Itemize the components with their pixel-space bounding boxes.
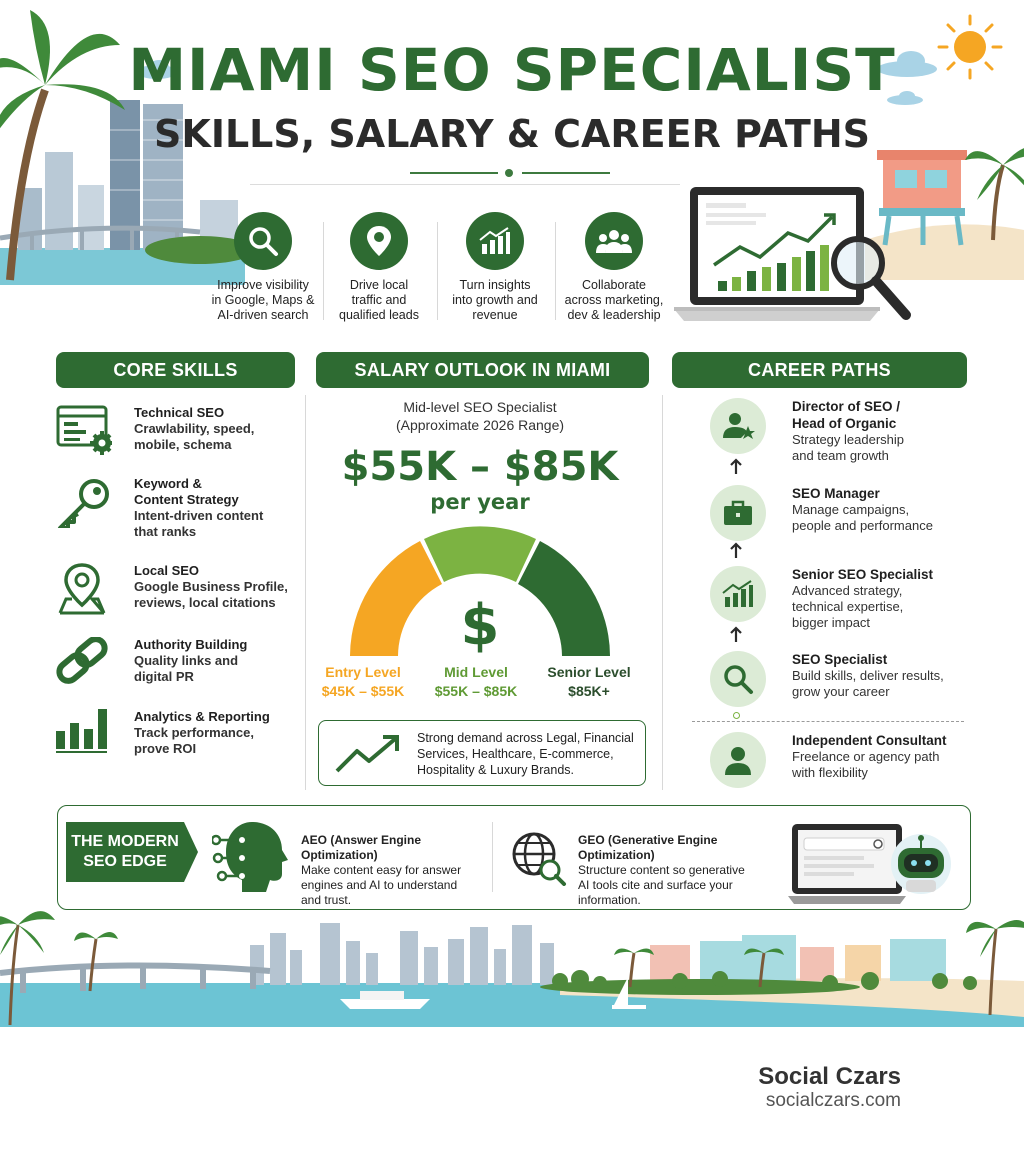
globe-search-icon xyxy=(510,830,568,886)
dollar-symbol: $ xyxy=(460,593,500,658)
career-seo-manager xyxy=(706,485,986,545)
modern-edge-title: THE MODERN SEO EDGE xyxy=(71,833,179,870)
up-arrow-icon xyxy=(729,626,743,644)
salary-level-senior: Senior Level $85K+ xyxy=(547,664,631,699)
title-divider xyxy=(410,172,610,174)
salary-level-mid: Mid Level $55K – $85K xyxy=(434,664,518,699)
career-title: Director of SEO / Head of Organic Strategy leadership and team growth xyxy=(792,399,905,463)
career-paths-heading: CAREER PATHS xyxy=(672,352,967,388)
bar-chart-icon xyxy=(56,709,112,761)
browser-gear-icon xyxy=(56,405,112,457)
briefcase-icon xyxy=(710,485,766,541)
career-title: SEO Manager Manage campaigns, people and performance xyxy=(792,486,933,533)
career-seo-specialist xyxy=(706,651,986,711)
key-icon xyxy=(56,476,112,528)
core-skills-heading: CORE SKILLS xyxy=(56,352,295,388)
skill-title: Technical SEO Crawlability, speed, mobile, schema xyxy=(134,405,255,452)
career-title: Independent Consultant Freelance or agency path with flexibility xyxy=(792,733,947,780)
salary-heading: SALARY OUTLOOK IN MIAMI xyxy=(316,352,649,388)
ai-head-circuit-icon xyxy=(212,818,292,894)
skill-analytics-reporting xyxy=(56,709,296,773)
skill-title: Keyword & Content Strategy Intent-driven content that ranks xyxy=(134,476,264,539)
map-pin-icon xyxy=(56,563,112,615)
skill-title: Authority Building Quality links and digital PR xyxy=(134,637,248,684)
skill-authority-building xyxy=(56,637,296,701)
column-divider xyxy=(662,395,663,790)
map-pin-icon xyxy=(350,212,408,270)
benefit-text: Improve visibility in Google, Maps & AI-driven search xyxy=(211,278,315,322)
benefit-text: Drive local traffic and qualified leads xyxy=(339,278,419,322)
miami-waterfront-illustration xyxy=(0,895,1024,1027)
geo-block: GEO (Generative Engine Optimization) Structure content so generative AI tools cite and surface your information. xyxy=(578,833,745,907)
trend-up-arrow-icon xyxy=(333,733,403,775)
column-divider xyxy=(305,395,306,790)
salary-gauge xyxy=(340,524,620,664)
salary-range-note: (Approximate 2026 Range) xyxy=(395,417,565,433)
salary-period: per year xyxy=(430,490,530,514)
growth-chart-icon xyxy=(710,566,766,622)
gauge-senior-segment xyxy=(518,541,610,656)
salary-role: Mid-level SEO Specialist xyxy=(403,399,557,415)
salary-range: $55K – $85K xyxy=(341,444,619,490)
laptop-analytics-illustration xyxy=(670,185,920,330)
header-rule xyxy=(250,184,680,185)
divider xyxy=(492,822,493,892)
magnifier-icon xyxy=(710,651,766,707)
person-icon xyxy=(710,732,766,788)
magnifier-icon xyxy=(234,212,292,270)
team-icon xyxy=(585,212,643,270)
demand-callout xyxy=(318,720,646,786)
skill-local-seo xyxy=(56,563,296,627)
skill-keyword-content xyxy=(56,476,296,540)
salary-level-entry: Entry Level $45K – $55K xyxy=(321,664,405,699)
brand-name: Social Czars xyxy=(758,1063,901,1090)
separator-dot xyxy=(733,712,740,719)
gauge-mid-segment xyxy=(424,526,536,582)
benefit-collaborate xyxy=(555,212,673,323)
aeo-block: AEO (Answer Engine Optimization) Make content easy for answer engines and AI to understand and trust. xyxy=(301,833,462,907)
benefit-local-traffic xyxy=(320,212,438,323)
page-subtitle: SKILLS, SALARY & CAREER PATHS xyxy=(154,112,870,156)
growth-chart-icon xyxy=(466,212,524,270)
page-title: MIAMI SEO SPECIALIST xyxy=(128,36,896,104)
benefit-visibility xyxy=(204,212,322,323)
career-senior-specialist xyxy=(706,566,986,636)
laptop-ai-robot-illustration xyxy=(788,820,958,906)
demand-text: Strong demand across Legal, Financial Services, Healthcare, E-commerce, Hospitality & Luxury Brands. xyxy=(417,731,634,777)
chain-link-icon xyxy=(56,637,112,689)
benefit-text: Collaborate across marketing, dev & leadership xyxy=(564,278,664,322)
up-arrow-icon xyxy=(729,458,743,476)
person-star-icon xyxy=(710,398,766,454)
career-separator xyxy=(692,721,964,722)
brand-url[interactable]: socialczars.com xyxy=(765,1090,901,1111)
skill-technical-seo xyxy=(56,405,296,469)
up-arrow-icon xyxy=(729,542,743,560)
skill-title: Local SEO Google Business Profile, reviews, local citations xyxy=(134,563,288,610)
skill-title: Analytics & Reporting Track performance, prove ROI xyxy=(134,709,270,756)
benefit-text: Turn insights into growth and revenue xyxy=(452,278,538,322)
gauge-entry-segment xyxy=(350,541,442,656)
benefit-growth xyxy=(436,212,554,323)
career-independent-consultant xyxy=(706,732,986,792)
career-director xyxy=(706,398,986,468)
career-title: SEO Specialist Build skills, deliver results, grow your career xyxy=(792,652,944,699)
career-title: Senior SEO Specialist Advanced strategy, technical expertise, bigger impact xyxy=(792,567,934,630)
